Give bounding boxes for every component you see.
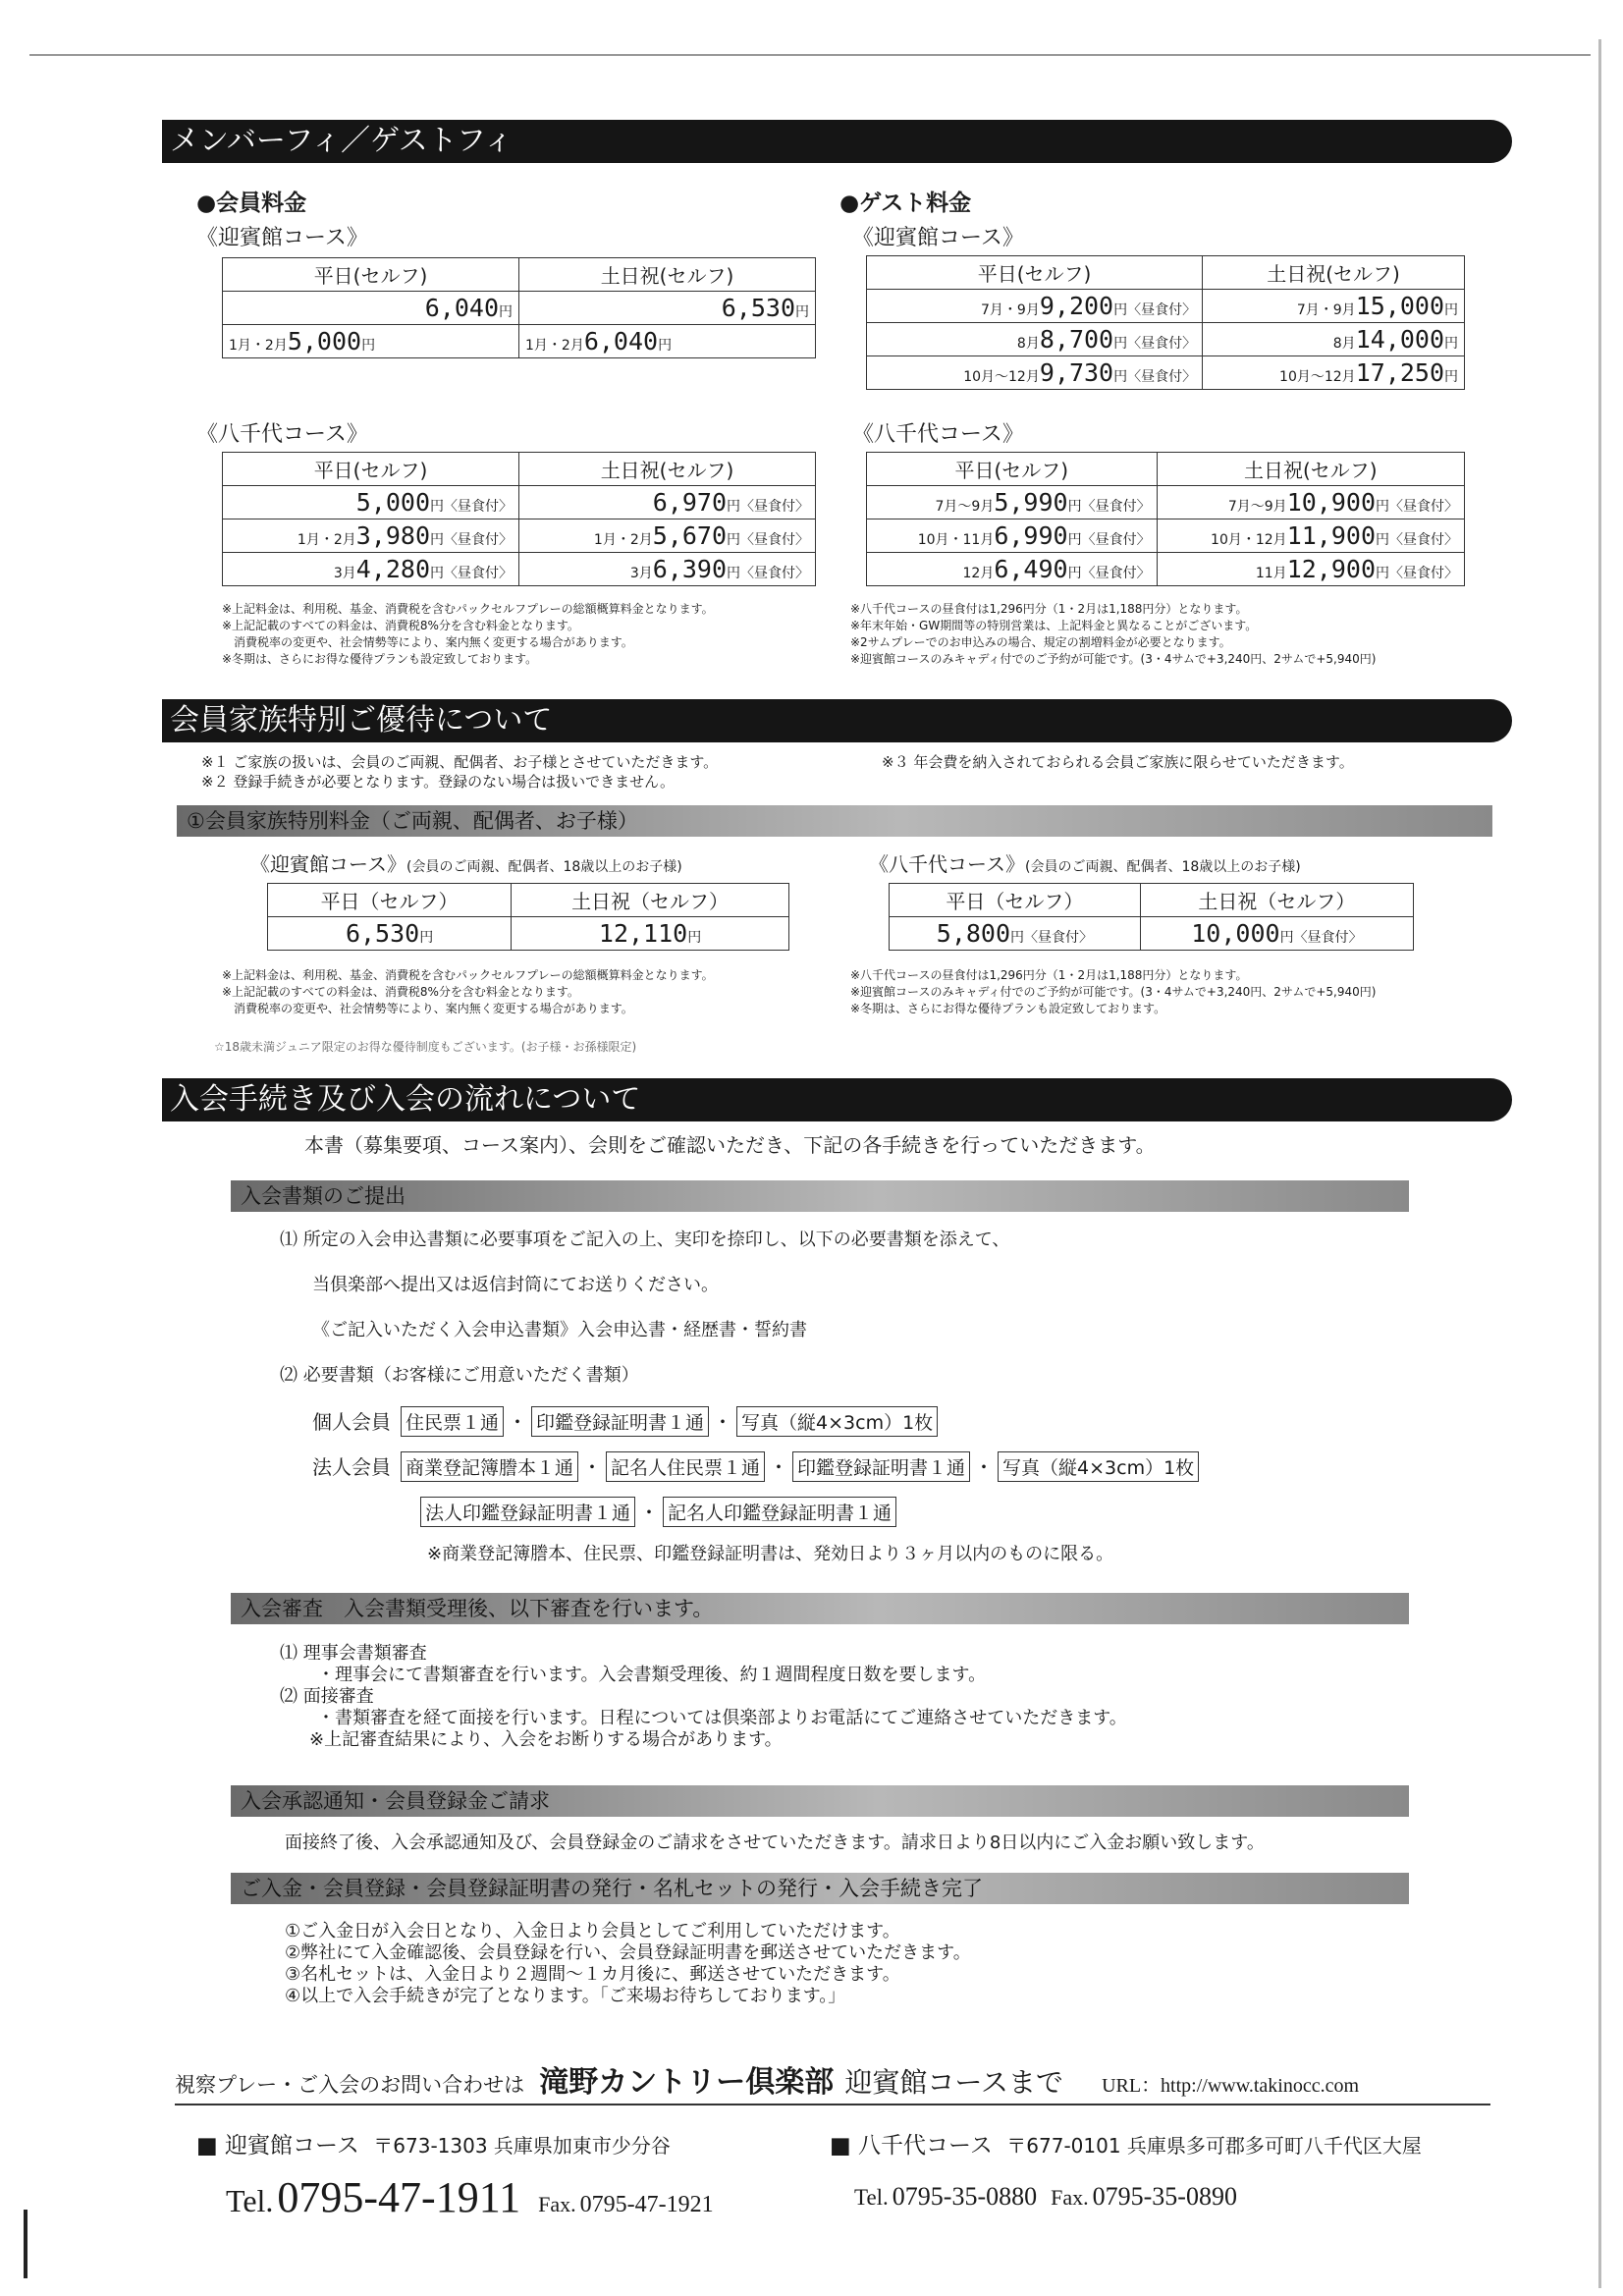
price-cell: 1月・2月3,980円〈昼食付〉: [223, 519, 519, 553]
col-weekday: 平日（セルフ）: [890, 884, 1141, 917]
member-yachiyo-table: [222, 452, 816, 586]
family-notes-left: ※上記料金は、利用税、基金、消費税を含むパックセルフプレーの総額概算料金となります。 ※上記記載のすべての料金は、消費税8%分を含む料金となります。 消費税率の変更や、社会情勢等により、案内無く変更する場合があります。: [222, 968, 714, 1015]
guest-yachiyo-course: 《八千代コース》: [852, 422, 1024, 447]
junior-note: ☆18歳未満ジュニア限定のお得な優待制度もございます。(お子様・お孫様限定): [214, 1040, 637, 1054]
col-weekend: 土日祝（セルフ）: [512, 884, 789, 917]
price-cell: 12月6,490円〈昼食付〉: [867, 553, 1158, 586]
guest-geihinkan-course: 《迎賓館コース》: [852, 226, 1024, 250]
step1-p4: ⑵ 必要書類（お客様にご用意いただく書類）: [280, 1365, 639, 1386]
step2-body: ⑴ 理事会書類審査 ・理事会にて書類審査を行います。入会書類受理後、約１週間程度日数を要します。 ⑵ 面接審査 ・書類審査を経て面接を行います。日程については倶楽部よりお電話にてご連絡させていただきます。 ※上記審査結果により、入会をお断りする場合があります。: [280, 1643, 1127, 1750]
step1-note: ※商業登記簿謄本、住民票、印鑑登録証明書は、発効日より３ヶ月以内のものに限る。: [427, 1544, 1114, 1564]
step4-title: ご入金・会員登録・会員登録証明書の発行・名札セットの発行・入会手続き完了: [231, 1873, 1409, 1904]
step4-body: ①ご入金日が入会日となり、入金日より会員としてご利用していただけます。 ②弊社にて入金確認後、会員登録を行い、会員登録証明書を郵送させていただきます。 ③名札セットは、入金日より２週間〜１カ月後に、郵送させていただきます。 ④以上で入会手続きが完了となります。「ご来場お待ちしております。」: [285, 1921, 971, 2006]
price-cell: 7月・9月15,000円: [1203, 290, 1465, 323]
price-cell: 6,530円: [519, 292, 816, 325]
price-cell: 3月4,280円〈昼食付〉: [223, 553, 519, 586]
price-cell: 7月〜9月10,900円〈昼食付〉: [1157, 486, 1464, 519]
section-title-family: 会員家族特別ご優待について: [162, 699, 1512, 742]
guest-geihinkan-table: [866, 255, 1465, 390]
family-note-3: ※３ 年会費を納入されておられる会員ご家族に限らせていただきます。: [882, 753, 1354, 771]
yachiyo-contact: Tel. 0795-35-0880 Fax. 0795-35-0890: [854, 2182, 1237, 2211]
price-cell: 7月〜9月5,990円〈昼食付〉: [867, 486, 1158, 519]
family-notes: ※１ ご家族の扱いは、会員のご両親、配偶者、お子様とさせていただきます。 ※２ 登録手続きが必要となります。登録のない場合は扱いできません。: [201, 753, 719, 791]
step2-title: 入会審査 入会書類受理後、以下審査を行います。: [231, 1593, 1409, 1624]
col-weekday: 平日(セルフ): [223, 453, 519, 486]
member-geihinkan-table: [222, 257, 816, 358]
col-weekday: 平日(セルフ): [867, 256, 1203, 290]
family-yachiyo-table: [889, 883, 1414, 951]
col-weekday: 平日(セルフ): [867, 453, 1158, 486]
guest-yachiyo-table: [866, 452, 1465, 586]
club-name: 滝野カントリー倶楽部: [539, 2065, 835, 2100]
individual-docs: 個人会員 住民票１通 ・ 印鑑登録証明書１通 ・ 写真（縦4×3cm）1枚: [312, 1406, 942, 1437]
member-geihinkan-course: 《迎賓館コース》: [196, 226, 368, 250]
family-rate-subtitle: ①会員家族特別料金（ご両親、配偶者、お子様）: [177, 805, 1492, 837]
step1-p2: 当倶楽部へ提出又は返信封筒にてお送りください。: [312, 1275, 719, 1295]
step3-title: 入会承認通知・会員登録金ご請求: [231, 1785, 1409, 1817]
price-cell: 5,800円〈昼食付〉: [890, 917, 1141, 951]
price-cell: 1月・2月5,670円〈昼食付〉: [519, 519, 816, 553]
page-edge-shadow: [1598, 39, 1601, 2288]
price-cell: 11月12,900円〈昼食付〉: [1157, 553, 1464, 586]
col-weekday: 平日(セルフ): [223, 258, 519, 292]
price-cell: 10月〜12月17,250円: [1203, 356, 1465, 390]
col-weekend: 土日祝(セルフ): [519, 453, 816, 486]
price-cell: 10月・12月11,900円〈昼食付〉: [1157, 519, 1464, 553]
geihinkan-address: ■ 迎賓館コース 〒673-1303 兵庫県加東市少分谷: [196, 2133, 671, 2159]
price-cell: 8月8,700円〈昼食付〉: [867, 323, 1203, 356]
member-fee-heading: ●会員料金: [196, 191, 307, 216]
binding-mark: [24, 2210, 27, 2278]
col-weekend: 土日祝(セルフ): [1203, 256, 1465, 290]
price-cell: 10月〜12月9,730円〈昼食付〉: [867, 356, 1203, 390]
corporate-docs-2: 法人印鑑登録証明書１通 ・ 記名人印鑑登録証明書１通: [420, 1497, 900, 1527]
family-notes-right: ※八千代コースの昼食付は1,296円分（1・2月は1,188円分）となります。 ※迎賓館コースのみキャディ付でのご予約が可能です。(3・4サムで+3,240円、2サムで+5,940円) ※冬期は、さらにお得な優待プランも設定致しております。: [850, 968, 1377, 1015]
club-url: URL：http://www.takinocc.com: [1102, 2075, 1360, 2097]
price-cell: 7月・9月9,200円〈昼食付〉: [867, 290, 1203, 323]
geihinkan-contact: Tel. 0795-47-1911 Fax. 0795-47-1921: [226, 2173, 714, 2221]
col-weekend: 土日祝（セルフ）: [1140, 884, 1413, 917]
price-cell: 6,970円〈昼食付〉: [519, 486, 816, 519]
family-yachiyo-course: 《八千代コース》(会員のご両親、配偶者、18歳以上のお子様): [869, 852, 1301, 876]
price-cell: 10月・11月6,990円〈昼食付〉: [867, 519, 1158, 553]
price-cell: 1月・2月5,000円: [223, 325, 519, 358]
section-title-fees: メンバーフィ／ゲストフィ: [162, 120, 1512, 163]
footer-rule: [175, 2104, 1490, 2105]
guest-notes: ※八千代コースの昼食付は1,296円分（1・2月は1,188円分）となります。 ※年末年始・GW期間等の特別営業は、上記料金と異なることがございます。 ※2サムプレーでのお申込みの場合、規定の割増料金が必要となります。 ※迎賓館コースのみキャディ付でのご予約が可能です。(3・4サムで+3,240円、2サムで+5,940円): [850, 602, 1377, 666]
member-notes: ※上記料金は、利用税、基金、消費税を含むパックセルフプレーの総額概算料金となります。 ※上記記載のすべての料金は、消費税8%分を含む料金となります。 消費税率の変更や、社会情勢等により、案内無く変更する場合があります。 ※冬期は、さらにお得な優待プランも設定致しております。: [222, 602, 714, 666]
step1-p1: ⑴ 所定の入会申込書類に必要事項をご記入の上、実印を捺印し、以下の必要書類を添えて、: [280, 1230, 1010, 1250]
family-geihinkan-table: [267, 883, 789, 951]
price-cell: 10,000円〈昼食付〉: [1140, 917, 1413, 951]
admission-intro: 本書（募集要項、コース案内）、会則をご確認いただき、下記の各手続きを行っていただきます。: [304, 1133, 1156, 1157]
price-cell: 8月14,000円: [1203, 323, 1465, 356]
corporate-docs-1: 法人会員 商業登記簿謄本１通 ・ 記名人住民票１通 ・ 印鑑登録証明書１通 ・ 写真（縦4×3cm）1枚: [312, 1451, 1203, 1482]
family-geihinkan-course: 《迎賓館コース》(会員のご両親、配偶者、18歳以上のお子様): [250, 852, 682, 876]
col-weekend: 土日祝(セルフ): [519, 258, 816, 292]
yachiyo-address: ■ 八千代コース 〒677-0101 兵庫県多可郡多可町八千代区大屋: [830, 2133, 1422, 2159]
step1-title: 入会書類のご提出: [231, 1180, 1409, 1212]
col-weekday: 平日（セルフ）: [268, 884, 512, 917]
price-cell: 12,110円: [512, 917, 789, 951]
price-cell: 1月・2月6,040円: [519, 325, 816, 358]
price-cell: 5,000円〈昼食付〉: [223, 486, 519, 519]
guest-fee-heading: ●ゲスト料金: [839, 191, 972, 216]
member-yachiyo-course: 《八千代コース》: [196, 422, 368, 447]
top-rule: [29, 54, 1591, 56]
step1-p3: 《ご記入いただく入会申込書類》入会申込書・経歴書・誓約書: [312, 1320, 807, 1340]
price-cell: 6,040円: [223, 292, 519, 325]
col-weekend: 土日祝(セルフ): [1157, 453, 1464, 486]
price-cell: 6,530円: [268, 917, 512, 951]
section-title-admission: 入会手続き及び入会の流れについて: [162, 1078, 1512, 1121]
price-cell: 3月6,390円〈昼食付〉: [519, 553, 816, 586]
step3-text: 面接終了後、入会承認通知及び、会員登録金のご請求をさせていただきます。請求日より8日以内にご入金お願い致します。: [285, 1832, 1265, 1853]
footer-inquiry: 視察プレー・ご入会のお問い合わせは 滝野カントリー倶楽部 迎賓館コースまで URL：http://www.takinocc.com: [175, 2065, 1360, 2100]
